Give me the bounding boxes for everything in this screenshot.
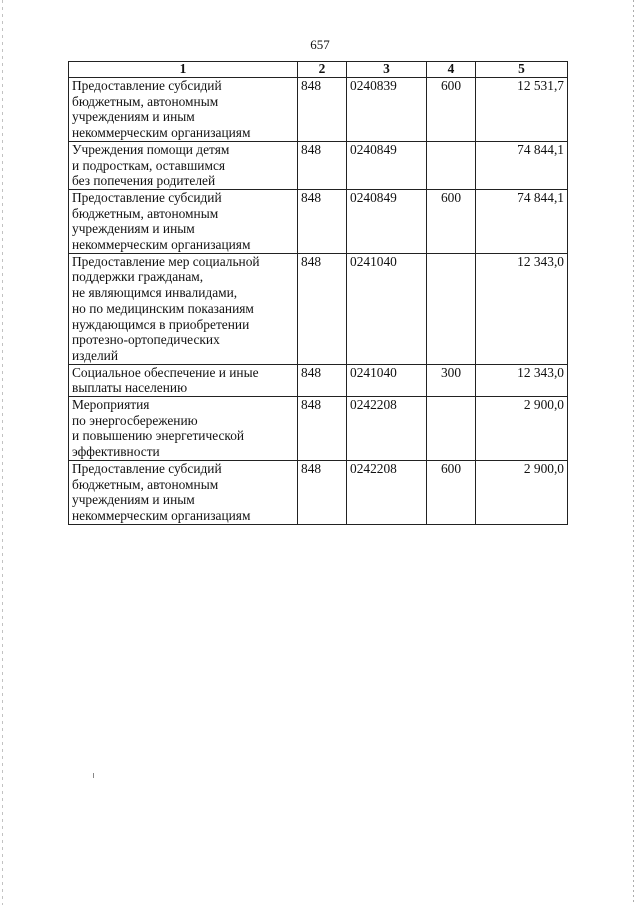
row-name-line: Предоставление субсидий [72,189,222,205]
row-ministry-cell: 848 [298,460,347,524]
header-col-5: 5 [476,62,568,78]
row-name-line: протезно-ортопедических [72,332,220,348]
table-row [69,253,568,364]
row-target-cell: 0242208 [347,397,427,461]
header-col-4: 4 [427,62,476,78]
row-name-line: но по медицинским показаниям [72,300,254,316]
row-name-cell [69,397,298,461]
row-name-line: эффективности [72,444,160,460]
row-target-cell: 0240849 [347,141,427,189]
row-name-line: бюджетным, автономным [72,476,219,492]
row-name-line: Мероприятия [72,397,150,413]
row-name-line: по энергосбережению [72,412,198,428]
header-col-1: 1 [69,62,298,78]
header-col-2: 2 [298,62,347,78]
row-name-cell [69,364,298,396]
table-row [69,78,568,142]
row-name-line: Социальное обеспечение и иные [72,364,259,380]
row-ministry-cell: 848 [298,397,347,461]
scan-speck [93,773,94,778]
budget-table [68,61,568,525]
row-ministry-cell: 848 [298,78,347,142]
row-name-cell [69,253,298,364]
row-name-line: учреждениям и иным [72,221,195,237]
row-name-line: некоммерческим организациям [72,125,251,141]
row-name-line: учреждениям и иным [72,492,195,508]
row-name-line: без попечения родителей [72,173,216,189]
table-row [69,460,568,524]
row-exptype-cell: 600 [427,460,476,524]
row-exptype-cell [427,141,476,189]
row-exptype-cell [427,397,476,461]
row-amount-cell: 2 900,0 [476,397,568,461]
row-name-line: выплаты населению [72,380,188,396]
table-body [69,78,568,525]
row-name-line: бюджетным, автономным [72,93,219,109]
table-row [69,397,568,461]
row-amount-cell: 12 343,0 [476,364,568,396]
row-target-cell: 0240849 [347,189,427,253]
table-row [69,364,568,396]
row-name-line: Предоставление мер социальной [72,253,260,269]
row-name-cell [69,460,298,524]
row-name-line: Учреждения помощи детям [72,141,230,157]
row-ministry-cell: 848 [298,364,347,396]
row-exptype-cell: 600 [427,78,476,142]
row-ministry-cell: 848 [298,141,347,189]
row-name-line: некоммерческим организациям [72,507,251,523]
row-name-line: поддержки гражданам, [72,269,204,285]
row-amount-cell: 12 343,0 [476,253,568,364]
row-name-line: не являющимся инвалидами, [72,285,238,301]
row-amount-cell: 12 531,7 [476,78,568,142]
row-amount-cell: 74 844,1 [476,189,568,253]
row-name-line: и подросткам, оставшимся [72,157,226,173]
scan-edge-right [633,0,634,905]
row-target-cell: 0241040 [347,364,427,396]
row-target-cell: 0241040 [347,253,427,364]
table-row [69,141,568,189]
row-exptype-cell: 600 [427,189,476,253]
row-name-line: Предоставление субсидий [72,460,222,476]
row-target-cell: 0242208 [347,460,427,524]
row-exptype-cell [427,253,476,364]
header-col-3: 3 [347,62,427,78]
row-name-line: Предоставление субсидий [72,78,222,93]
row-name-line: нуждающимся в приобретении [72,316,250,332]
row-ministry-cell: 848 [298,189,347,253]
table-row [69,189,568,253]
row-name-line: бюджетным, автономным [72,205,219,221]
row-target-cell: 0240839 [347,78,427,142]
page-number: 657 [310,37,330,52]
row-amount-cell: 2 900,0 [476,460,568,524]
row-name-line: изделий [72,347,118,363]
header-row [69,62,568,78]
row-amount-cell: 74 844,1 [476,141,568,189]
row-name-cell [69,141,298,189]
row-name-line: и повышению энергетической [72,428,245,444]
row-name-cell [69,189,298,253]
row-name-cell [69,78,298,142]
row-name-line: некоммерческим организациям [72,237,251,253]
row-ministry-cell: 848 [298,253,347,364]
scan-edge-left [2,0,3,905]
row-name-line: учреждениям и иным [72,109,195,125]
row-exptype-cell: 300 [427,364,476,396]
